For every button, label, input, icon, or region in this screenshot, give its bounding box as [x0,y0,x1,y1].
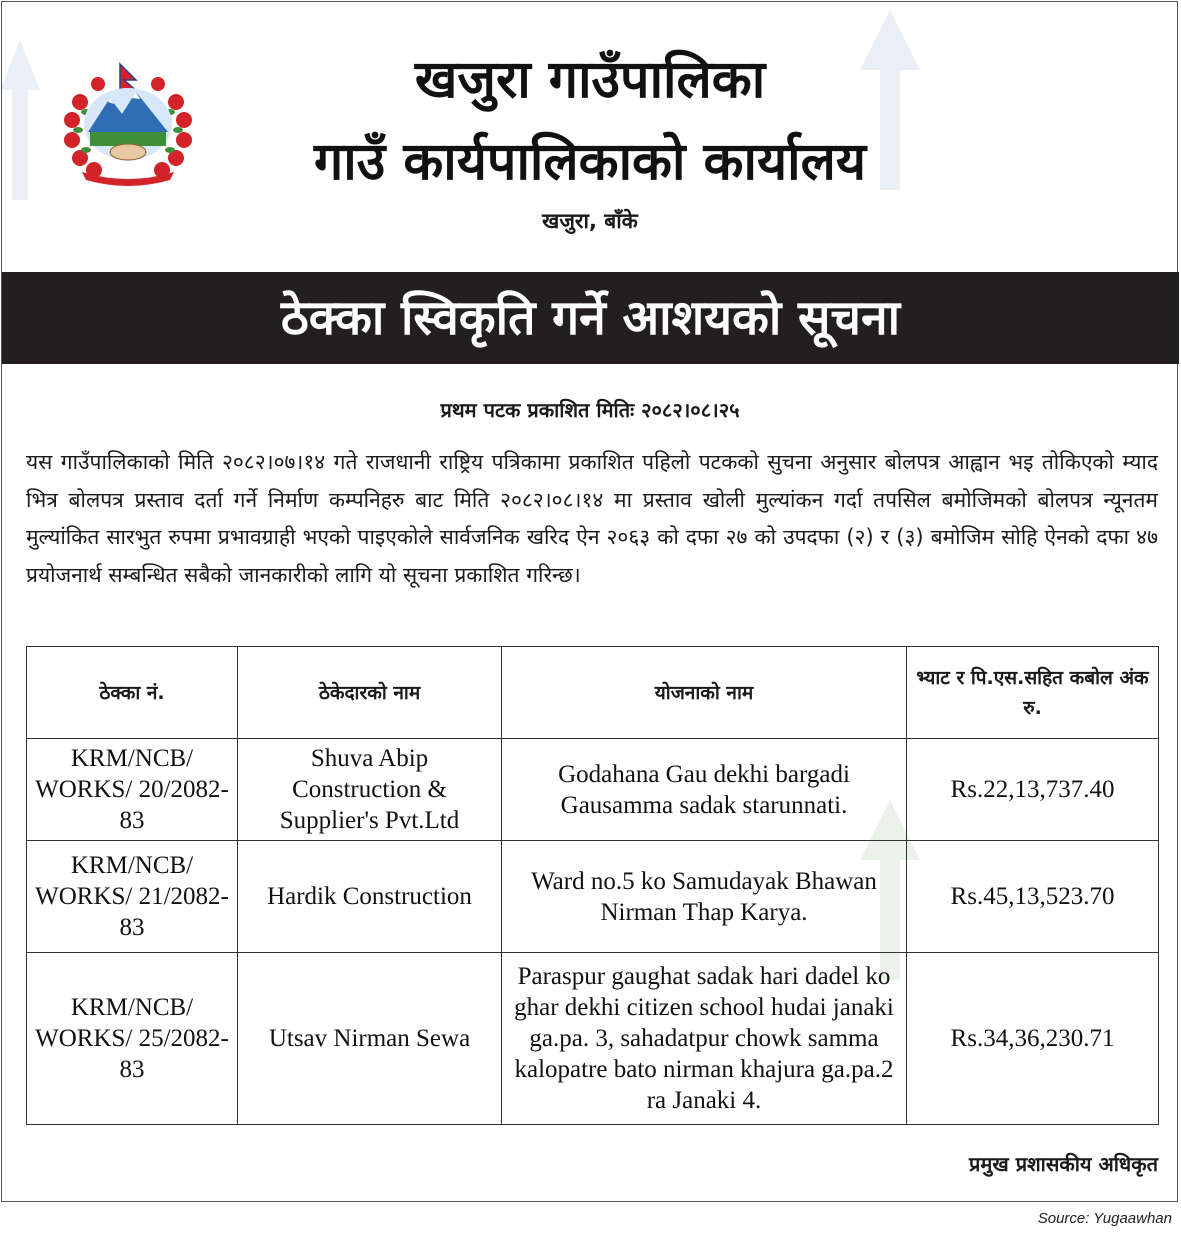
contract-no-cell: KRM/NCB/ WORKS/ 25/2082-83 [27,953,238,1125]
amount-cell: Rs.22,13,737.40 [907,739,1159,841]
project-cell: Godahana Gau dekhi bargadi Gausamma sadak starunnati. [502,739,907,841]
header-contractor: ठेकेदारको नाम [238,647,502,739]
contractor-cell: Shuva Abip Construction & Supplier's Pvt.Ltd [238,739,502,841]
header-project: योजनाको नाम [502,647,907,739]
contract-no-cell: KRM/NCB/ WORKS/ 20/2082-83 [27,739,238,841]
contract-no-cell: KRM/NCB/ WORKS/ 21/2082-83 [27,841,238,953]
notice-body: यस गाउँपालिकाको मिति २०८२।०७।१४ गते राजधानी राष्ट्रिय पत्रिकामा प्रकाशित पहिलो पटकको सुचना अनुसार बोलपत्र आह्वान भइ तोकिएको म्याद भित्र बोलपत्र प्रस्ताव दर्ता गर्ने निर्माण कम्पनिहरु बाट मिति २०८२।०८।१४ मा प्रस्ताव खोली मुल्यांकन गर्दा तपसिल बमोजिमको बोलपत्र न्यूनतम मुल्यांकित सारभुत रुपमा प्रभावग्राही भएको पाइएकोले सार्वजनिक खरिद ऐन २०६३ को दफा २७ को उपदफा (२) र (३) बमोजिम सोहि ऐनको दफा ४७ प्रयोजनार्थ सम्बन्धित सबैको जानकारीको लागि यो सूचना प्रकाशित गरिन्छ। [26,450,1158,587]
contractor-cell: Utsav Nirman Sewa [238,953,502,1125]
project-cell: Ward no.5 ko Samudayak Bhawan Nirman Thap Karya. [502,841,907,953]
amount-cell: Rs.45,13,523.70 [907,841,1159,953]
office-location: खजुरा, बाँके [542,209,638,233]
contracts-table [26,646,1159,1125]
government-emblem-icon [58,62,198,188]
notice-heading: ठेक्का स्विकृति गर्ने आशयको सूचना [2,272,1179,364]
table-header-row [27,647,1159,739]
office-title: खजुरा गाउँपालिका [414,50,766,110]
project-cell: Paraspur gaughat sadak hari dadel ko ghar dekhi citizen school hudai janaki ga.pa. 3, sahadatpur chowk samma kalopatre bato nirman khajura ga.pa.2 ra Janaki 4. [502,953,907,1125]
header-amount: भ्याट र पि.एस.सहित कबोल अंक रु. [907,647,1159,739]
signatory-title: प्रमुख प्रशासकीय अधिकृत [969,1152,1158,1176]
table-row [27,953,1159,1125]
office-subtitle: गाउँ कार्यपालिकाको कार्यालय [314,132,866,192]
table-row [27,841,1159,953]
source-credit: Source: Yugaawhan [1037,1210,1172,1227]
header-contract-no: ठेक्का नं. [27,647,238,739]
table-row [27,739,1159,841]
contractor-cell: Hardik Construction [238,841,502,953]
amount-cell: Rs.34,36,230.71 [907,953,1159,1125]
first-published-date: प्रथम पटक प्रकाशित मितिः २०८२।०८।२५ [440,398,740,422]
